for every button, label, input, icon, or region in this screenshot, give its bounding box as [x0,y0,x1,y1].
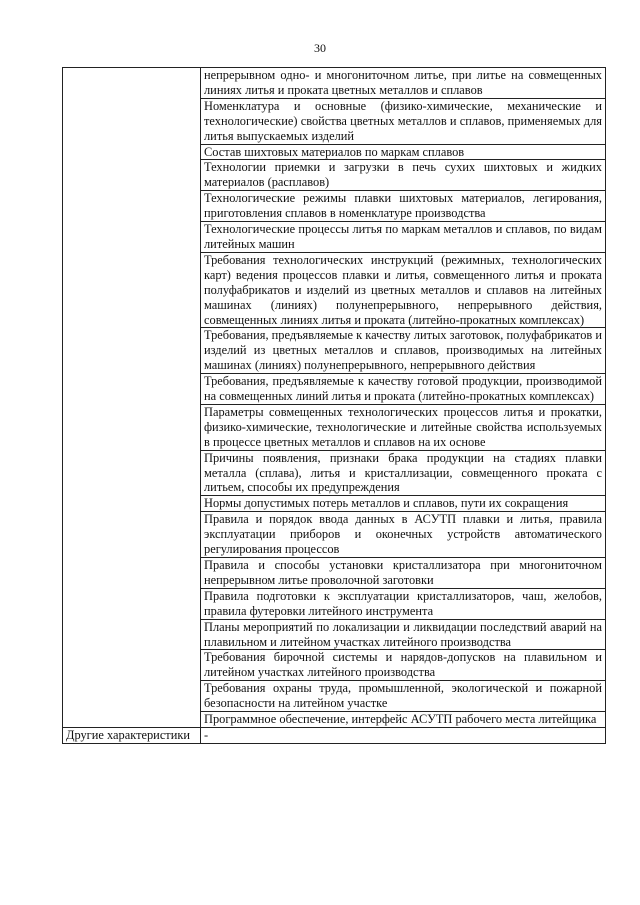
other-characteristics-value: - [201,727,606,743]
knowledge-item: Требования бирочной системы и нарядов-допусков на плавильном и литейном участках литейного производства [201,650,606,681]
knowledge-item: Программное обеспечение, интерфейс АСУТП рабочего места литейщика [201,712,606,728]
knowledge-item: Правила подготовки к эксплуатации кристаллизаторов, чаш, желобов, правила футеровки литейного инструмента [201,588,606,619]
knowledge-item: Состав шихтовых материалов по маркам сплавов [201,144,606,160]
knowledge-item: Требования охраны труда, промышленной, экологической и пожарной безопасности на литейном участке [201,681,606,712]
table-row [63,68,606,99]
other-characteristics-label: Другие характеристики [63,727,201,743]
knowledge-item: Нормы допустимых потерь металлов и сплавов, пути их сокращения [201,496,606,512]
knowledge-item: Технологические режимы плавки шихтовых материалов, легирования, приготовления сплавов в номенклатуре производства [201,191,606,222]
knowledge-item: Номенклатура и основные (физико-химические, механические и технологические) свойства цветных металлов и сплавов, применяемых для литья выпускаемых изделий [201,98,606,144]
knowledge-item: Причины появления, признаки брака продукции на стадиях плавки металла (сплава), литья и кристаллизации, совмещенного проката с литьем, способы их предупреждения [201,450,606,496]
knowledge-item: Параметры совмещенных технологических процессов литья и прокатки, физико-химические, технологические и литейные свойства используемых в процессе цветных металлов и сплавов на их основе [201,404,606,450]
knowledge-item: Правила и порядок ввода данных в АСУТП плавки и литья, правила эксплуатации приборов и оконечных устройств автоматического регулирования процессов [201,512,606,558]
knowledge-item: Планы мероприятий по локализации и ликвидации последствий аварий на плавильном и литейном участках литейного производства [201,619,606,650]
knowledge-item: Технологические процессы литья по маркам металлов и сплавов, по видам литейных машин [201,222,606,253]
knowledge-item: Требования, предъявляемые к качеству литых заготовок, полуфабрикатов и изделий из цветных металлов и сплавов, производимых на литейных машинах (линиях) полунепрерывного, непрерывного действия [201,328,606,374]
knowledge-item: Требования, предъявляемые к качеству готовой продукции, производимой на совмещенных линий литья и проката (литейно-прокатных комплексах) [201,374,606,405]
knowledge-item: Правила и способы установки кристаллизатора при многониточном непрерывном литье проволочной заготовки [201,558,606,589]
knowledge-item: непрерывном одно- и многониточном литье, при литье на совмещенных линиях литья и проката цветных металлов и сплавов [201,68,606,99]
table-row [63,727,606,743]
category-cell-continued [63,68,201,728]
knowledge-item: Технологии приемки и загрузки в печь сухих шихтовых и жидких материалов (расплавов) [201,160,606,191]
knowledge-item: Требования технологических инструкций (режимных, технологических карт) ведения процессов плавки и литья, совмещенного литья и проката полуфабрикатов и изделий из цветных металлов и сплавов на литейных машинах (линиях) полунепрерывного, непрерывного действия, совмещенных линиях литья и проката (литейно-прокатных комплексах) [201,252,606,328]
page-number: 30 [314,41,326,55]
knowledge-requirements-table [62,67,606,744]
